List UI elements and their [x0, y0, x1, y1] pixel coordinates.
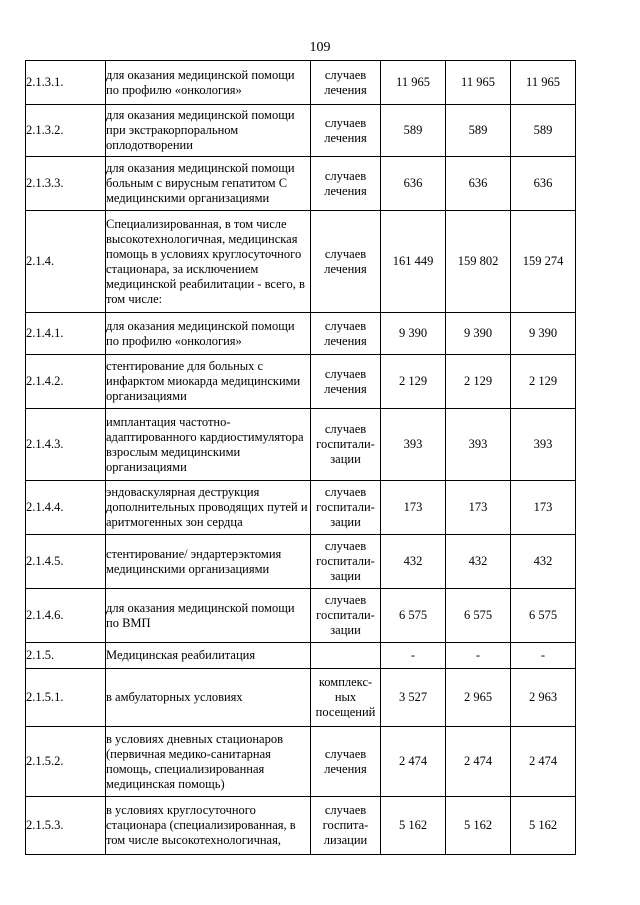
row-value-2: 2 965: [446, 669, 511, 727]
table-row: [26, 61, 576, 105]
row-name: Медицинская реабилитация: [106, 643, 311, 669]
row-value-2: 2 474: [446, 727, 511, 797]
row-value-3: 393: [511, 409, 576, 481]
row-unit: [311, 643, 381, 669]
table-row: [26, 211, 576, 313]
row-value-3: 2 963: [511, 669, 576, 727]
table-row: [26, 355, 576, 409]
row-value-2: 393: [446, 409, 511, 481]
row-value-1: 6 575: [381, 589, 446, 643]
row-code: 2.1.4.2.: [26, 355, 106, 409]
row-value-2: 11 965: [446, 61, 511, 105]
row-name: для оказания медицинской помощи по ВМП: [106, 589, 311, 643]
row-unit: случаев лечения: [311, 727, 381, 797]
row-name: стентирование/ эндартерэктомия медицинскими организациями: [106, 535, 311, 589]
row-value-3: 159 274: [511, 211, 576, 313]
row-value-2: 432: [446, 535, 511, 589]
row-code: 2.1.3.1.: [26, 61, 106, 105]
row-code: 2.1.5.2.: [26, 727, 106, 797]
row-value-3: 5 162: [511, 797, 576, 855]
row-value-1: 9 390: [381, 313, 446, 355]
row-unit: случаев госпита-лизации: [311, 797, 381, 855]
row-value-3: 589: [511, 105, 576, 157]
row-value-2: -: [446, 643, 511, 669]
row-value-1: 161 449: [381, 211, 446, 313]
row-unit: случаев лечения: [311, 211, 381, 313]
row-value-3: 432: [511, 535, 576, 589]
row-name: для оказания медицинской помощи по профилю «онкология»: [106, 313, 311, 355]
row-unit: случаев госпитали-зации: [311, 481, 381, 535]
row-name: в условиях круглосуточного стационара (специализированная, в том числе высокотехнологичная,: [106, 797, 311, 855]
row-name: для оказания медицинской помощи больным с вирусным гепатитом С медицинскими организациями: [106, 157, 311, 211]
table-row: [26, 643, 576, 669]
page-number: 109: [309, 40, 331, 55]
row-unit: случаев госпитали-зации: [311, 409, 381, 481]
row-value-1: 589: [381, 105, 446, 157]
row-value-1: 173: [381, 481, 446, 535]
row-code: 2.1.5.3.: [26, 797, 106, 855]
row-value-2: 5 162: [446, 797, 511, 855]
row-code: 2.1.4.3.: [26, 409, 106, 481]
row-value-3: 2 129: [511, 355, 576, 409]
row-value-3: -: [511, 643, 576, 669]
row-value-2: 2 129: [446, 355, 511, 409]
row-code: 2.1.4.1.: [26, 313, 106, 355]
row-value-3: 636: [511, 157, 576, 211]
row-unit: случаев лечения: [311, 105, 381, 157]
row-name: имплантация частотно-адаптированного кардиостимулятора взрослым медицинскими организациями: [106, 409, 311, 481]
row-value-1: 11 965: [381, 61, 446, 105]
table-row: [26, 313, 576, 355]
row-value-1: 3 527: [381, 669, 446, 727]
row-code: 2.1.4.4.: [26, 481, 106, 535]
row-unit: комплекс-ных посещений: [311, 669, 381, 727]
row-name: эндоваскулярная деструкция дополнительных проводящих путей и аритмогенных зон сердца: [106, 481, 311, 535]
table-row: [26, 669, 576, 727]
row-value-1: 2 129: [381, 355, 446, 409]
row-value-1: 5 162: [381, 797, 446, 855]
data-table: [25, 60, 576, 855]
table-row: [26, 409, 576, 481]
row-code: 2.1.4.5.: [26, 535, 106, 589]
row-code: 2.1.3.2.: [26, 105, 106, 157]
row-name: в условиях дневных стационаров (первичная медико-санитарная помощь, специализированная медицинская помощь): [106, 727, 311, 797]
row-value-3: 9 390: [511, 313, 576, 355]
row-value-2: 173: [446, 481, 511, 535]
table-row: [26, 105, 576, 157]
row-code: 2.1.4.: [26, 211, 106, 313]
row-code: 2.1.5.1.: [26, 669, 106, 727]
row-value-1: 432: [381, 535, 446, 589]
table-row: [26, 797, 576, 855]
row-name: Специализированная, в том числе высокотехнологичная, медицинская помощь в условиях круглосуточного стационара, за исключением медицинской реабилитации - всего, в том числе:: [106, 211, 311, 313]
row-value-1: 636: [381, 157, 446, 211]
row-value-1: 393: [381, 409, 446, 481]
row-value-1: 2 474: [381, 727, 446, 797]
row-value-2: 9 390: [446, 313, 511, 355]
table-row: [26, 481, 576, 535]
row-value-2: 589: [446, 105, 511, 157]
row-code: 2.1.3.3.: [26, 157, 106, 211]
row-code: 2.1.4.6.: [26, 589, 106, 643]
table-row: [26, 535, 576, 589]
row-value-3: 6 575: [511, 589, 576, 643]
row-unit: случаев госпитали-зации: [311, 535, 381, 589]
row-unit: случаев лечения: [311, 61, 381, 105]
row-value-2: 6 575: [446, 589, 511, 643]
row-value-3: 11 965: [511, 61, 576, 105]
row-name: стентирование для больных с инфарктом миокарда медицинскими организациями: [106, 355, 311, 409]
row-value-3: 2 474: [511, 727, 576, 797]
row-name: для оказания медицинской помощи по профилю «онкология»: [106, 61, 311, 105]
row-code: 2.1.5.: [26, 643, 106, 669]
table-row: [26, 589, 576, 643]
row-value-2: 636: [446, 157, 511, 211]
row-value-3: 173: [511, 481, 576, 535]
row-unit: случаев лечения: [311, 157, 381, 211]
row-value-2: 159 802: [446, 211, 511, 313]
row-name: для оказания медицинской помощи при экстракорпоральном оплодотворении: [106, 105, 311, 157]
row-unit: случаев лечения: [311, 313, 381, 355]
row-value-1: -: [381, 643, 446, 669]
row-unit: случаев лечения: [311, 355, 381, 409]
table-row: [26, 157, 576, 211]
table-row: [26, 727, 576, 797]
row-name: в амбулаторных условиях: [106, 669, 311, 727]
row-unit: случаев госпитали-зации: [311, 589, 381, 643]
